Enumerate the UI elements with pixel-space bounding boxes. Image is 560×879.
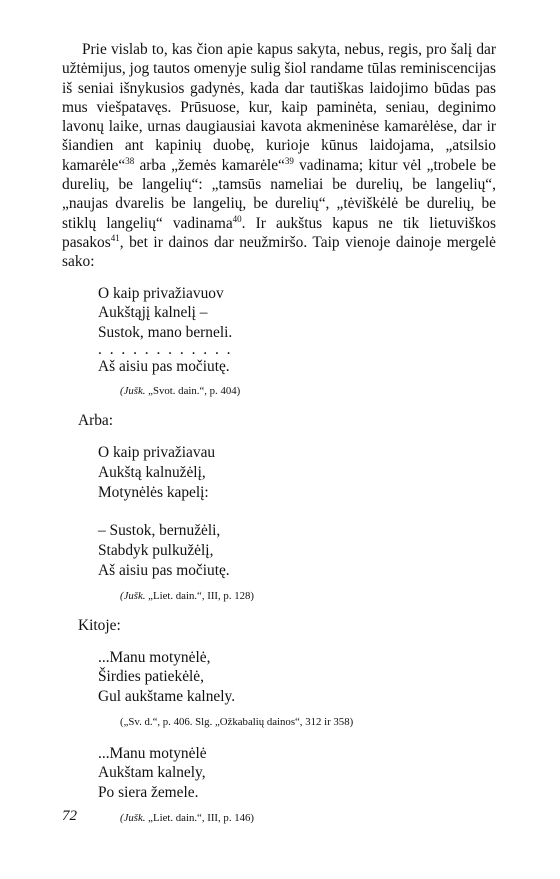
- ellipsis-dots: . . . . . . . . . . . .: [98, 340, 233, 358]
- footnote-ref-40[interactable]: 40: [232, 213, 242, 224]
- poem-line: O kaip privažiavau: [98, 444, 216, 462]
- paragraph-text: . Ir aukštus kapus ne tik lietuviškos pasakos: [62, 214, 496, 251]
- poem-line: Po siera žemele.: [98, 784, 199, 802]
- main-paragraph: [62, 40, 496, 272]
- citation: („Sv. d.“, p. 406. Slg. „Ožkabalių dainos“, 312 ir 358): [120, 715, 354, 728]
- paragraph-text: , bet ir dainos dar neužmiršo. Taip vienoje dainoje mergelė sako:: [62, 233, 496, 271]
- footnote-ref-39[interactable]: 39: [284, 155, 294, 166]
- poem-line: O kaip privažiavuov: [98, 284, 224, 302]
- intro-arba: Arba:: [78, 412, 114, 430]
- citation: [120, 588, 496, 604]
- poem-1: [98, 284, 496, 400]
- citation-source: „Liet. dain.“, III, p. 128): [145, 589, 255, 602]
- footnote-ref-38[interactable]: 38: [125, 155, 135, 166]
- poem-line: – Sustok, bernužėli,: [98, 522, 221, 540]
- intro-kitoje: Kitoje:: [78, 616, 121, 634]
- page-number: 72: [62, 808, 77, 824]
- poem-line: Motynėlės kapelį:: [98, 483, 209, 501]
- poem-3: [98, 648, 496, 730]
- poem-line: ...Manu motynėlė,: [98, 648, 211, 666]
- poem-2: [98, 443, 496, 603]
- paragraph-text: vadinama; kitur vėl „trobele be durelių, be langelių“: „tamsūs nameliai be durelių, be langelių“, „naujas dvarelis be langelių, be durelių“, „tėviškėlė be durelių, be stiklų langelių“ vadinama: [62, 156, 496, 232]
- poem-line: Sustok, mano berneli.: [98, 323, 233, 341]
- page-body: [62, 40, 496, 826]
- citation-author: (Jušk.: [120, 811, 146, 824]
- paragraph-text: Prie vislab to, kas čion apie kapus sakyta, nebus, regis, pro šalį dar užtėmijus, jog tautos omenyje sulig šiol randame tūlas reminiscencijas iš seniai išnykusios gadynės, kada dar tautiškas laidojimo būdas pas mus viešpatavęs. Prūsuose, kur, kaip paminėta, seniau, deginimo lavonų laike, urnas daugiausiai kavota akmeninėse kamarėlėse, dar ir šiandien ant kapinių duobę, kurioje kūnus laidojama, „atsilsio kamarėle“: [62, 41, 496, 174]
- citation-author: (Jušk.: [120, 589, 146, 602]
- poem-line: Širdies patiekėlė,: [98, 668, 204, 686]
- poem-line: Aš aisiu pas močiutę.: [98, 561, 230, 579]
- poem-line: Gul aukštame kalnely.: [98, 688, 236, 705]
- poem-4: [98, 744, 496, 826]
- poem-line: Stabdyk pulkužėlį,: [98, 542, 214, 560]
- footnote-ref-41[interactable]: 41: [110, 232, 120, 243]
- poem-line: ...Manu motynėlė: [98, 744, 207, 762]
- citation-source: „Liet. dain.“, III, p. 146): [145, 811, 255, 824]
- poem-line: Aukštą kalnužėlį,: [98, 464, 206, 482]
- citation-source: „Svot. dain.“, p. 404): [145, 385, 241, 398]
- poem-line: Aš aisiu pas močiutę.: [98, 357, 230, 375]
- paragraph-text: arba „žemės kamarėle“: [134, 156, 285, 174]
- citation: [120, 383, 496, 399]
- poem-line: Aukštam kalnely,: [98, 764, 206, 782]
- citation-author: (Jušk.: [120, 385, 146, 398]
- stanza-gap: [98, 502, 496, 521]
- poem-line: Aukštąjį kalnelį –: [98, 304, 208, 322]
- citation: [120, 810, 496, 826]
